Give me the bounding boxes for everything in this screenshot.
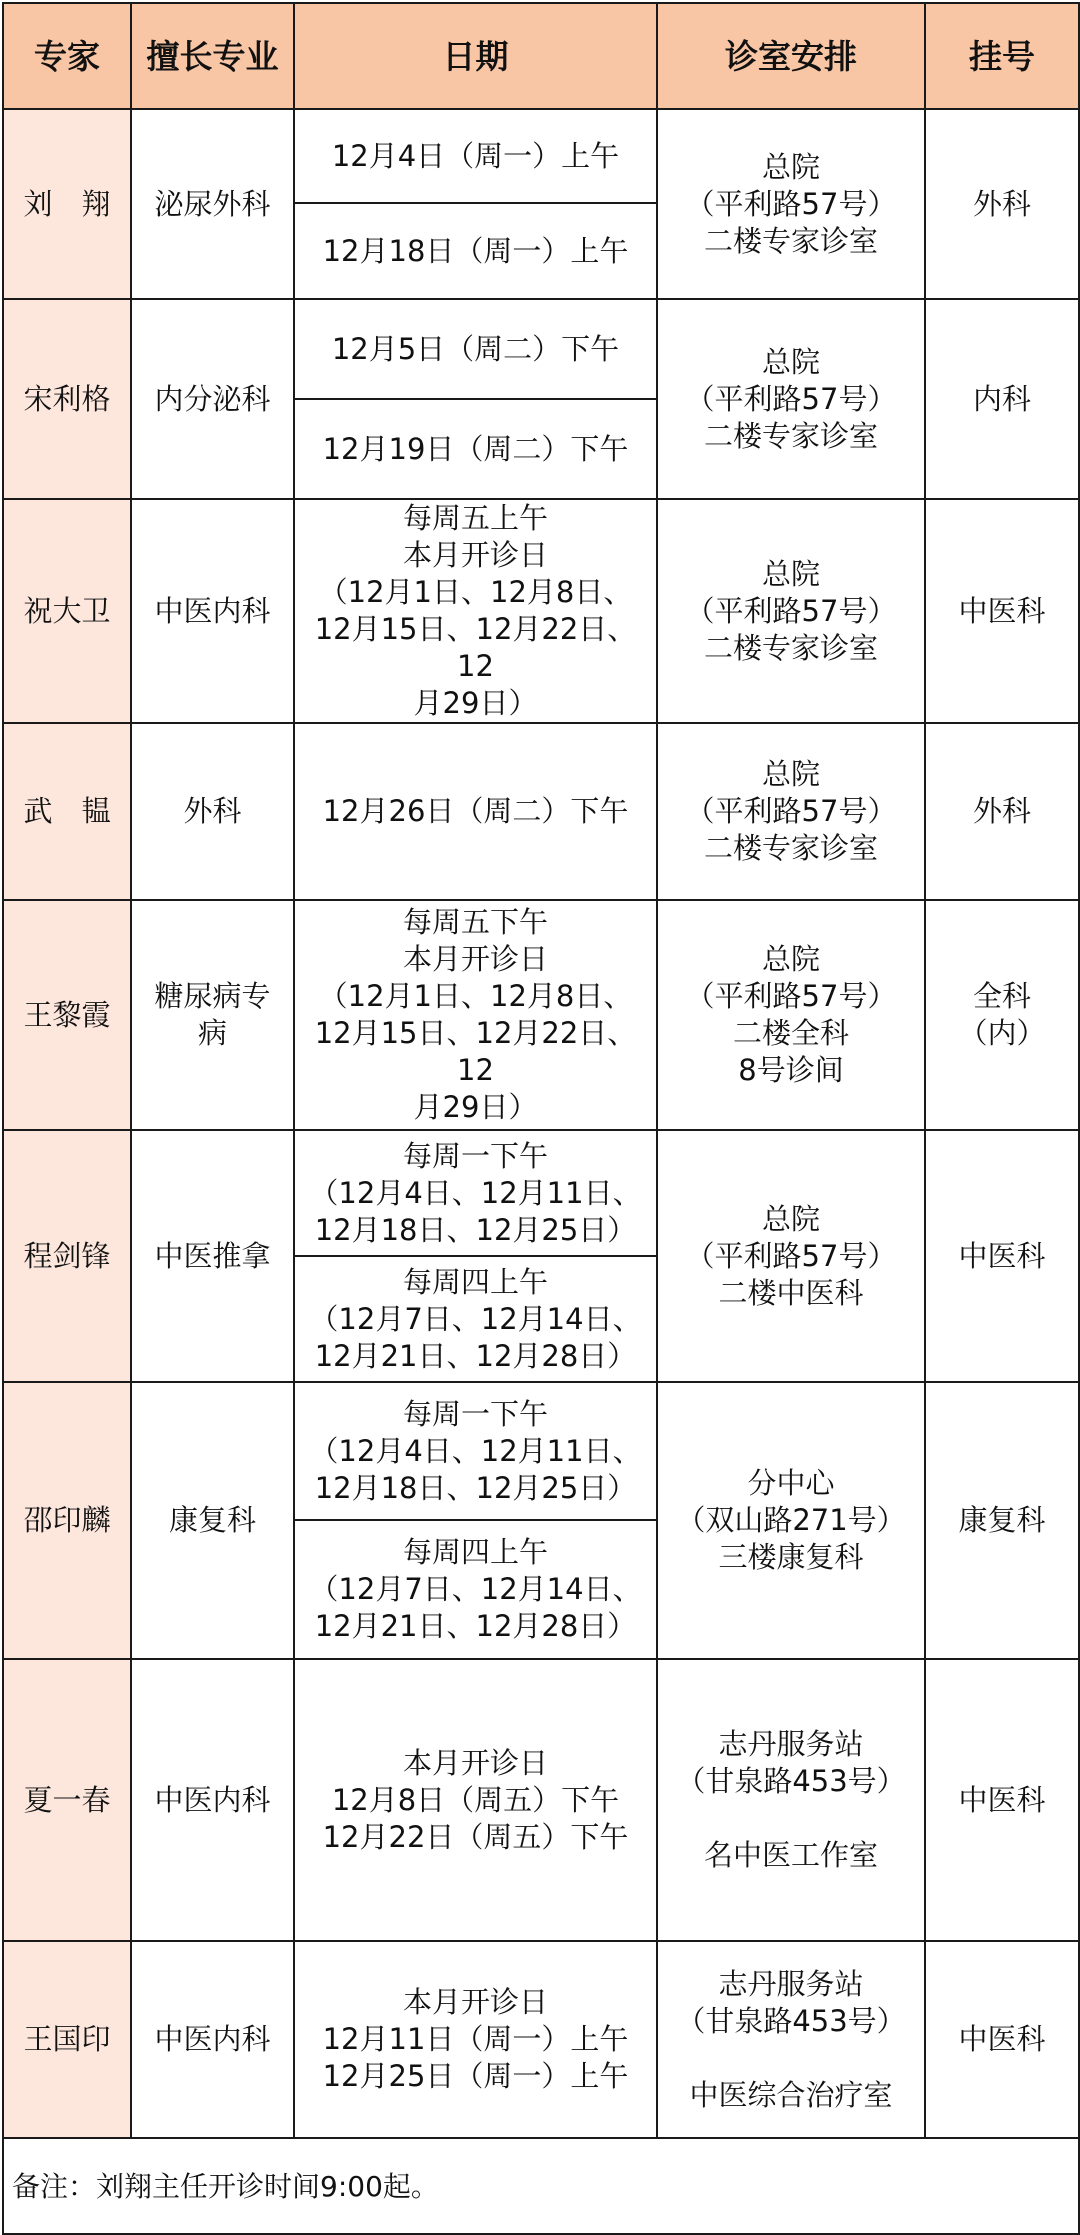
text-line: （平利路57号） [685, 381, 897, 416]
header-row [3, 3, 1079, 109]
expert-name: 夏一春 [3, 1659, 131, 1941]
expert-name: 刘 翔 [3, 109, 131, 299]
text-line: 二楼专家诊室 [703, 831, 878, 865]
room-cell [657, 1130, 925, 1382]
text-line: 本月开诊日 [402, 1985, 548, 2019]
text-line: 总院 [761, 757, 820, 791]
text-line: （平利路57号） [685, 794, 897, 828]
specialty-cell: 康复科 [131, 1382, 294, 1659]
text-line: 全科 [972, 979, 1031, 1013]
text-line: 二楼中医科 [718, 1275, 864, 1310]
table-row [3, 1659, 1079, 1941]
table-row [3, 109, 1079, 203]
specialty-cell: 中医推拿 [131, 1130, 294, 1382]
date-cell: 12月5日（周二）下午 [294, 299, 657, 399]
text-line: 12月15日、12月22日、12 [314, 1016, 637, 1087]
note-row [3, 2138, 1079, 2234]
text-line: 志丹服务站 [718, 1727, 864, 1761]
text-line: （12月7日、12月14日、 [309, 1572, 642, 1606]
text-line: 名中医工作室 [703, 1838, 878, 1872]
specialty-cell [131, 900, 294, 1130]
register-cell: 康复科 [925, 1382, 1079, 1659]
text-line: 12月8日（周五）下午 [331, 1782, 620, 1817]
header-room: 诊室安排 [657, 3, 925, 109]
text-line: 总院 [761, 149, 820, 184]
text-line: 12月21日、12月28日） [314, 1338, 637, 1373]
text-line: 本月开诊日 [402, 942, 548, 976]
room-cell [657, 299, 925, 499]
date-cell: 12月18日（周一）上午 [294, 203, 657, 299]
date-cell: 12月26日（周二）下午 [294, 723, 657, 900]
text-line: 二楼专家诊室 [703, 223, 878, 258]
text-line: 月29日） [413, 1090, 538, 1124]
date-cell [294, 1520, 657, 1659]
text-line: 二楼专家诊室 [703, 418, 878, 453]
register-cell [925, 900, 1079, 1130]
expert-name: 武 韫 [3, 723, 131, 900]
text-line: 分中心 [747, 1466, 835, 1500]
date-cell [294, 1659, 657, 1941]
specialty-cell: 内分泌科 [131, 299, 294, 499]
date-cell: 12月19日（周二）下午 [294, 399, 657, 499]
register-cell: 内科 [925, 299, 1079, 499]
text-line: （平利路57号） [685, 593, 897, 628]
register-cell: 中医科 [925, 1130, 1079, 1382]
text-line: 总院 [761, 1201, 820, 1236]
date-cell [294, 499, 657, 723]
text-line: （12月4日、12月11日、 [309, 1433, 642, 1468]
text-line: 每周五上午 [402, 501, 548, 535]
clinic-schedule-table [2, 2, 1080, 2235]
register-cell: 中医科 [925, 499, 1079, 723]
room-cell [657, 1941, 925, 2138]
text-line: 糖尿病专 [154, 979, 271, 1013]
text-line: 每周一下午 [402, 1396, 548, 1431]
header-specialty: 擅长专业 [131, 3, 294, 109]
text-line: 12月25日（周一）上午 [322, 2059, 629, 2093]
text-line: 每周四上午 [402, 1535, 548, 1569]
text-line: （双山路271号） [676, 1503, 906, 1537]
table-row [3, 723, 1079, 900]
text-line: 志丹服务站 [718, 1966, 864, 2001]
text-line: 8号诊间 [738, 1053, 844, 1087]
text-line: 12月21日、12月28日） [314, 1609, 637, 1643]
date-cell [294, 1941, 657, 2138]
text-line: 总院 [761, 344, 820, 379]
expert-name: 程剑锋 [3, 1130, 131, 1382]
room-cell [657, 1382, 925, 1659]
specialty-cell: 中医内科 [131, 1659, 294, 1941]
text-line: （12月4日、12月11日、 [309, 1175, 642, 1210]
date-cell [294, 900, 657, 1130]
note-text: 备注：刘翔主任开诊时间9:00起。 [3, 2138, 1079, 2234]
expert-name: 王黎霞 [3, 900, 131, 1130]
text-line: （内） [958, 1016, 1046, 1050]
register-cell: 中医科 [925, 1659, 1079, 1941]
text-line: （12月1日、12月8日、 [318, 575, 633, 609]
table-row [3, 1382, 1079, 1520]
register-cell: 外科 [925, 723, 1079, 900]
text-line: 12月15日、12月22日、12 [314, 612, 637, 683]
text-line: （12月7日、12月14日、 [309, 1301, 642, 1336]
table-row [3, 1130, 1079, 1256]
text-line: 12月22日（周五）下午 [322, 1819, 629, 1854]
text-line: 每周四上午 [402, 1264, 548, 1299]
room-cell [657, 723, 925, 900]
text-line: 本月开诊日 [402, 538, 548, 572]
schedule-body [3, 109, 1079, 2138]
register-cell: 中医科 [925, 1941, 1079, 2138]
text-line: （甘泉路453号） [676, 1764, 906, 1798]
room-cell [657, 499, 925, 723]
text-line: （平利路57号） [685, 1238, 897, 1273]
text-line: 三楼康复科 [718, 1540, 864, 1574]
text-line: 12月18日、12月25日） [314, 1212, 637, 1247]
text-line: 二楼专家诊室 [703, 630, 878, 665]
table-row [3, 299, 1079, 399]
table-row [3, 1941, 1079, 2138]
text-line: 总院 [761, 556, 820, 591]
text-line: 每周一下午 [402, 1138, 548, 1173]
text-line: 月29日） [413, 686, 538, 720]
text-line: （平利路57号） [685, 979, 897, 1013]
date-cell [294, 1256, 657, 1382]
expert-name: 祝大卫 [3, 499, 131, 723]
text-line: 本月开诊日 [402, 1745, 548, 1780]
text-line: （甘泉路453号） [676, 2003, 906, 2038]
text-line: 二楼全科 [732, 1016, 849, 1050]
specialty-cell: 中医内科 [131, 1941, 294, 2138]
header-expert: 专家 [3, 3, 131, 109]
text-line: 12月18日、12月25日） [314, 1470, 637, 1505]
table-row [3, 499, 1079, 723]
expert-name: 邵印麟 [3, 1382, 131, 1659]
date-cell [294, 1130, 657, 1256]
room-cell [657, 1659, 925, 1941]
text-line: 病 [197, 1016, 227, 1050]
register-cell: 外科 [925, 109, 1079, 299]
date-cell [294, 1382, 657, 1520]
room-cell [657, 900, 925, 1130]
table-row [3, 900, 1079, 1130]
expert-name: 宋利格 [3, 299, 131, 499]
text-line: 中医综合治疗室 [689, 2077, 893, 2112]
specialty-cell: 外科 [131, 723, 294, 900]
line-gap [662, 1800, 920, 1837]
line-gap [662, 2040, 920, 2077]
date-cell: 12月4日（周一）上午 [294, 109, 657, 203]
text-line: （平利路57号） [685, 186, 897, 221]
text-line: （12月1日、12月8日、 [318, 979, 633, 1013]
header-register: 挂号 [925, 3, 1079, 109]
header-date: 日期 [294, 3, 657, 109]
text-line: 总院 [761, 942, 820, 976]
specialty-cell: 泌尿外科 [131, 109, 294, 299]
text-line: 每周五下午 [402, 905, 548, 939]
room-cell [657, 109, 925, 299]
text-line: 12月11日（周一）上午 [322, 2022, 629, 2056]
specialty-cell: 中医内科 [131, 499, 294, 723]
expert-name: 王国印 [3, 1941, 131, 2138]
